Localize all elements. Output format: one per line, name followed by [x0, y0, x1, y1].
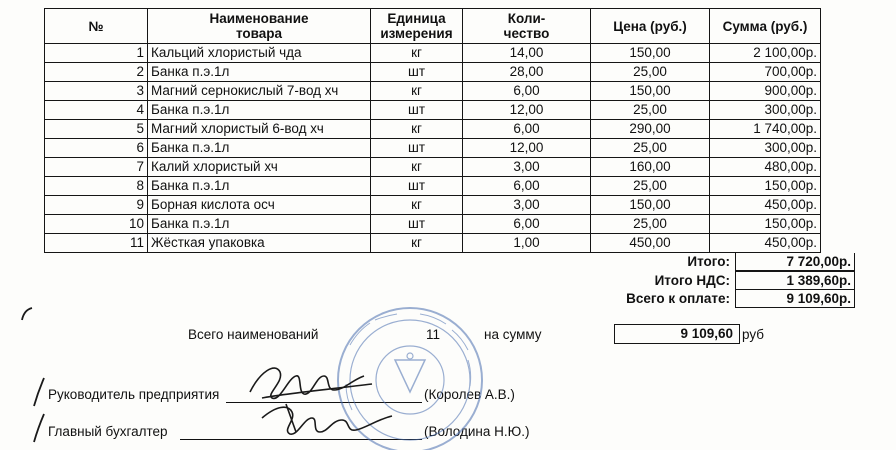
row-price: 160,00 [591, 158, 710, 177]
row-price: 25,00 [591, 139, 710, 158]
amount-value: 9 109,60 [614, 324, 740, 344]
row-unit: шт [371, 139, 463, 158]
row-qty: 6,00 [463, 177, 591, 196]
row-sum: 700,00р. [710, 63, 821, 82]
row-num: 9 [45, 196, 148, 215]
currency-label: руб [742, 327, 764, 342]
row-sum: 150,00р. [710, 177, 821, 196]
row-unit: шт [371, 215, 463, 234]
amount-label: на сумму [484, 327, 542, 342]
row-sum: 450,00р. [710, 196, 821, 215]
row-unit: шт [371, 101, 463, 120]
row-unit: шт [371, 177, 463, 196]
row-num: 8 [45, 177, 148, 196]
row-sum: 300,00р. [710, 139, 821, 158]
row-qty: 3,00 [463, 196, 591, 215]
row-unit: кг [371, 234, 463, 253]
row-sum: 1 740,00р. [710, 120, 821, 139]
row-unit: кг [371, 120, 463, 139]
header-qty: Коли- чество [463, 9, 591, 44]
director-signature [250, 368, 372, 398]
accountant-signature [262, 404, 392, 434]
row-qty: 6,00 [463, 82, 591, 101]
row-price: 150,00 [591, 44, 710, 63]
row-unit: кг [371, 158, 463, 177]
vat-value: 1 389,60р. [735, 271, 855, 290]
items-count-label: Всего наименований [188, 327, 319, 342]
row-price: 25,00 [591, 215, 710, 234]
row-num: 2 [45, 63, 148, 82]
items-count: 11 [426, 327, 441, 342]
total-label: Итого: [687, 254, 730, 269]
row-unit: кг [371, 196, 463, 215]
row-num: 4 [45, 101, 148, 120]
row-price: 450,00 [591, 234, 710, 253]
accountant-name: (Володина Н.Ю.) [424, 424, 530, 439]
scan-marks [22, 308, 44, 442]
row-name: Банка п.э.1л [148, 215, 371, 234]
row-num: 10 [45, 215, 148, 234]
row-unit: кг [371, 82, 463, 101]
row-num: 7 [45, 158, 148, 177]
row-num: 6 [45, 139, 148, 158]
row-name: Магний сернокислый 7-вод хч [148, 82, 371, 101]
row-name: Кальций хлористый чда [148, 44, 371, 63]
total-value: 7 720,00р. [735, 253, 855, 271]
row-name: Борная кислота осч [148, 196, 371, 215]
row-name: Калий хлористый хч [148, 158, 371, 177]
row-num: 11 [45, 234, 148, 253]
vat-label: Итого НДС: [654, 273, 730, 288]
row-name: Жёсткая упаковка [148, 234, 371, 253]
row-name: Банка п.э.1л [148, 63, 371, 82]
row-qty: 6,00 [463, 120, 591, 139]
director-name: (Королев А.В.) [424, 387, 515, 402]
row-sum: 900,00р. [710, 82, 821, 101]
row-qty: 12,00 [463, 101, 591, 120]
row-num: 1 [45, 44, 148, 63]
row-price: 150,00 [591, 82, 710, 101]
row-price: 25,00 [591, 101, 710, 120]
row-price: 290,00 [591, 120, 710, 139]
header-price: Цена (руб.) [591, 9, 710, 44]
row-price: 25,00 [591, 177, 710, 196]
row-qty: 1,00 [463, 234, 591, 253]
header-name: Наименование товара [148, 9, 371, 44]
director-label: Руководитель предприятия [48, 387, 220, 402]
row-qty: 12,00 [463, 139, 591, 158]
row-sum: 150,00р. [710, 215, 821, 234]
accountant-label: Главный бухгалтер [48, 424, 168, 439]
row-name: Банка п.э.1л [148, 101, 371, 120]
payable-value: 9 109,60р. [735, 289, 855, 308]
row-name: Банка п.э.1л [148, 177, 371, 196]
row-qty: 6,00 [463, 215, 591, 234]
row-qty: 28,00 [463, 63, 591, 82]
row-price: 25,00 [591, 63, 710, 82]
row-unit: кг [371, 44, 463, 63]
row-name: Банка п.э.1л [148, 139, 371, 158]
row-sum: 480,00р. [710, 158, 821, 177]
row-num: 3 [45, 82, 148, 101]
row-sum: 450,00р. [710, 234, 821, 253]
header-num: № [45, 9, 148, 44]
row-num: 5 [45, 120, 148, 139]
header-unit: Единица измерения [371, 9, 463, 44]
payable-label: Всего к оплате: [626, 291, 730, 306]
header-sum: Сумма (руб.) [710, 9, 821, 44]
row-sum: 300,00р. [710, 101, 821, 120]
row-price: 150,00 [591, 196, 710, 215]
row-unit: шт [371, 63, 463, 82]
row-name: Магний хлористый 6-вод хч [148, 120, 371, 139]
row-sum: 2 100,00р. [710, 44, 821, 63]
row-qty: 14,00 [463, 44, 591, 63]
row-qty: 3,00 [463, 158, 591, 177]
